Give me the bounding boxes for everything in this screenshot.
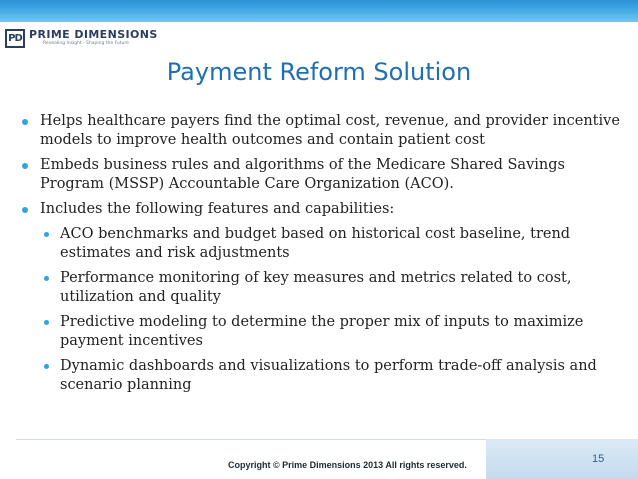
logo-text: [29, 29, 158, 47]
header-band: [0, 0, 638, 22]
page-number: 15: [592, 453, 605, 465]
sub-bullet-item: Dynamic dashboards and visualizations to perform trade-off analysis and scenario planning: [40, 357, 628, 395]
slide-title: Payment Reform Solution: [166, 58, 472, 86]
sub-bullet-item: Performance monitoring of key measures and metrics related to cost, utilization and quality: [40, 269, 628, 307]
logo-mark-icon: PD: [5, 29, 25, 48]
logo-tagline: Revealing Insight · Shaping the Future: [43, 41, 129, 47]
company-logo: [5, 27, 158, 49]
bullet-item: Helps healthcare payers find the optimal cost, revenue, and provider incentive models to improve health outcomes and contain patient cost: [18, 112, 628, 150]
bullet-list: [18, 112, 628, 401]
sub-bullet-list: [40, 225, 628, 395]
bullet-text: Includes the following features and capabilities:: [40, 201, 395, 217]
sub-bullet-item: Predictive modeling to determine the proper mix of inputs to maximize payment incentives: [40, 313, 628, 351]
footer-panel: [486, 439, 638, 479]
bullet-item: Embeds business rules and algorithms of the Medicare Shared Savings Program (MSSP) Accountable Care Organization (ACO).: [18, 156, 628, 194]
copyright-text: Copyright © Prime Dimensions 2013 All rights reserved.: [228, 460, 467, 470]
logo-company-name: PRIME DIMENSIONS: [29, 28, 158, 42]
bullet-item-features: [18, 200, 628, 395]
footer-divider: [16, 439, 486, 440]
sub-bullet-item: ACO benchmarks and budget based on historical cost baseline, trend estimates and risk adjustments: [40, 225, 628, 263]
